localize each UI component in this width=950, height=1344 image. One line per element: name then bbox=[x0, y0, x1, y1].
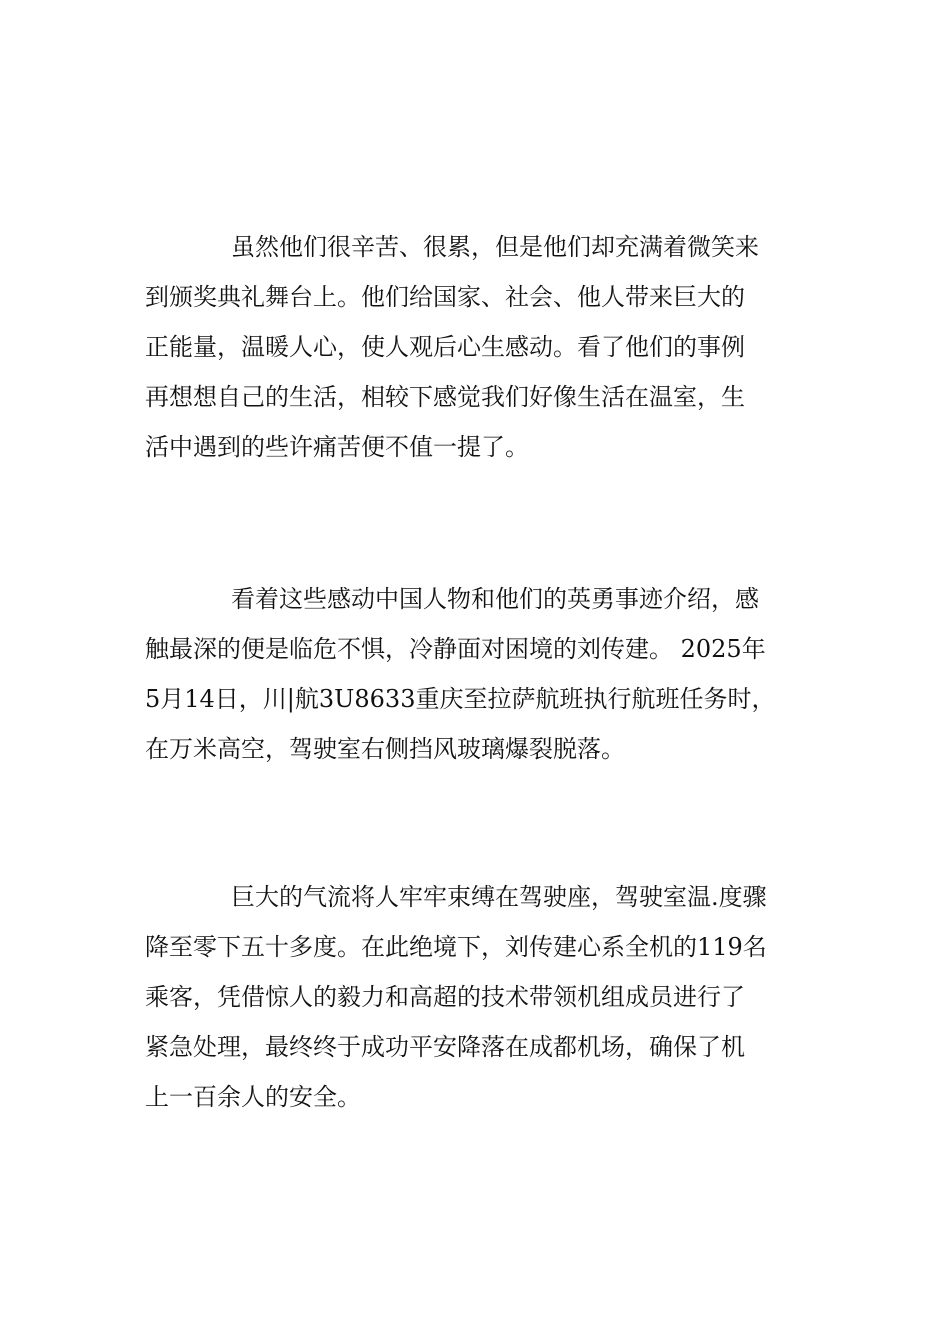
paragraph-line: 到颁奖典礼舞台上。他们给国家、社会、他人带来巨大的 bbox=[145, 283, 745, 311]
paragraph-line: 紧急处理，最终终于成功平安降落在成都机场，确保了机 bbox=[145, 1033, 745, 1061]
paragraph-1 bbox=[145, 222, 825, 472]
paragraph-line: 在万米高空，驾驶室右侧挡风玻璃爆裂脱落。 bbox=[145, 735, 625, 763]
paragraph-line: 上一百余人的安全。 bbox=[145, 1083, 361, 1111]
paragraph-line: 活中遇到的些许痛苦便不值一提了。 bbox=[145, 433, 529, 461]
paragraph-line: 巨大的气流将人牢牢束缚在驾驶座，驾驶室温.度骤 bbox=[231, 883, 767, 911]
paragraph-line: 正能量，温暖人心，使人观后心生感动。看了他们的事例 bbox=[145, 333, 745, 361]
paragraph-2 bbox=[145, 574, 825, 774]
paragraph-line: 再想想自己的生活，相较下感觉我们好像生活在温室，生 bbox=[145, 383, 745, 411]
paragraph-line: 虽然他们很辛苦、很累，但是他们却充满着微笑来 bbox=[231, 233, 759, 261]
paragraph-3 bbox=[145, 872, 825, 1122]
paragraph-line: 乘客，凭借惊人的毅力和高超的技术带领机组成员进行了 bbox=[145, 983, 745, 1011]
paragraph-line: 5月14日，川|航3U8633重庆至拉萨航班执行航班任务时， bbox=[145, 685, 776, 713]
paragraph-line: 触最深的便是临危不惧，冷静面对困境的刘传建。 2025年 bbox=[145, 635, 766, 663]
paragraph-line: 降至零下五十多度。在此绝境下，刘传建心系全机的119名 bbox=[145, 933, 767, 961]
paragraph-line: 看着这些感动中国人物和他们的英勇事迹介绍，感 bbox=[231, 585, 759, 613]
